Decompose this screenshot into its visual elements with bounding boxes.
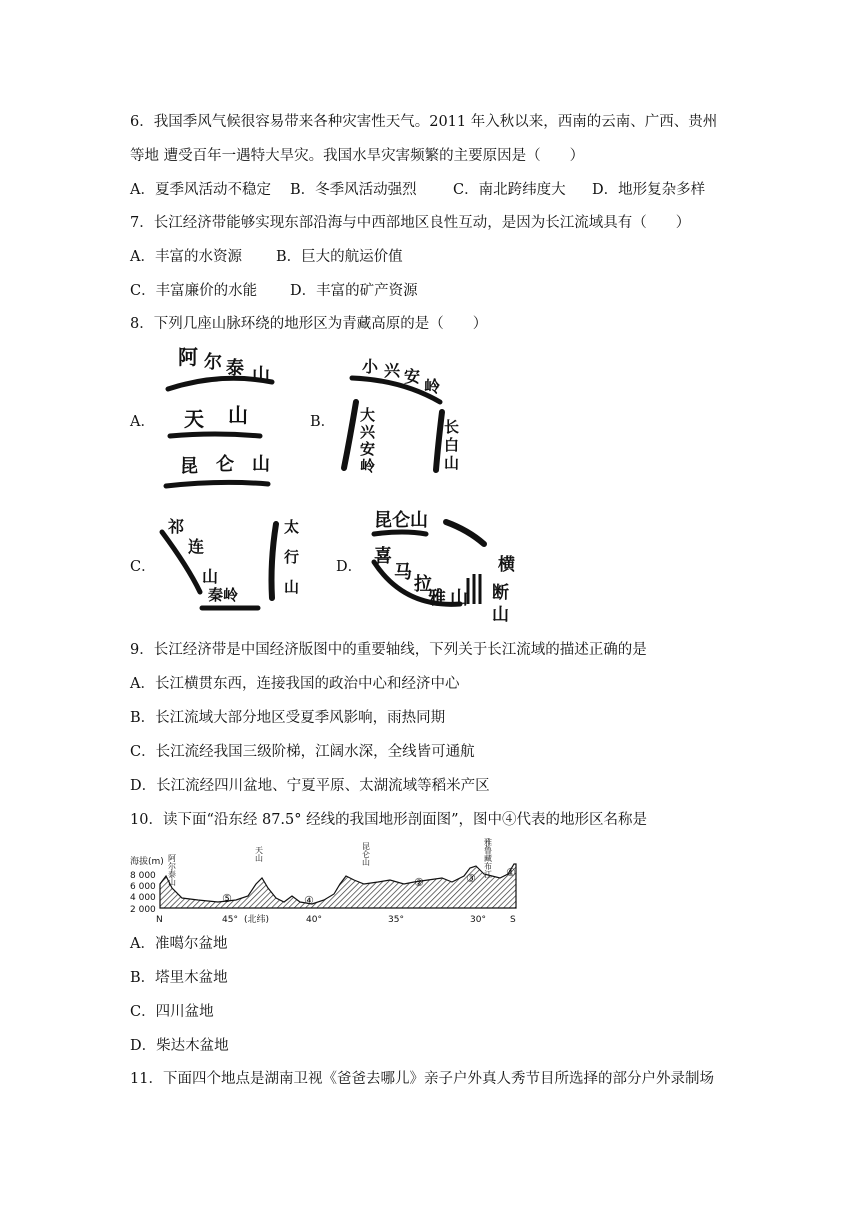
map-a-char: 天 — [184, 407, 204, 431]
map-a-char: 阿 — [178, 345, 198, 369]
profile-ylabel: 海拔(m) — [130, 857, 164, 867]
map-d-char: 拉 — [414, 574, 432, 595]
kunlun-mountain-line — [166, 482, 268, 486]
profile-xtick: 30° — [470, 915, 486, 925]
map-d-char: 马 — [394, 562, 412, 583]
map-b-char: 安 — [360, 440, 376, 458]
q7-option-a: A．丰富的水资源 — [130, 249, 242, 265]
q6-options — [130, 180, 705, 200]
profile-ytick: 2 000 — [130, 905, 156, 915]
q8-stem: 8．下列几座山脉环绕的地形区为青藏高原的是（ ） — [130, 316, 488, 332]
profile-xtick: N — [156, 915, 163, 925]
profile-marker: ④ — [304, 894, 314, 907]
map-c-char: 祁 — [168, 517, 185, 536]
q8-map-a — [160, 344, 280, 494]
map-b-char: 岭 — [360, 457, 376, 475]
q6-stem-line2: 等地 遭受百年一遇特大旱灾。我国水旱灾害频繁的主要原因是（ ） — [130, 148, 585, 164]
map-b-char: 大 — [360, 406, 376, 424]
q8-map-d — [364, 500, 534, 628]
q7-option-c: C．丰富廉价的水能 — [130, 283, 258, 299]
hengduan-lines — [468, 574, 480, 604]
profile-marker: ① — [506, 866, 516, 879]
map-a-char: 山 — [252, 454, 270, 475]
profile-xtick: (北纬) — [244, 915, 270, 925]
profile-marker: ③ — [466, 872, 476, 885]
q7-option-d: D．丰富的矿产资源 — [290, 283, 418, 299]
map-b-char: 兴 — [360, 423, 376, 441]
map-b-char: 岭 — [424, 377, 441, 396]
q8-map-c — [158, 512, 308, 616]
q9-option-b: B．长江流域大部分地区受夏季风影响，雨热同期 — [130, 710, 446, 726]
profile-peak-label: 雅鲁藏布江 — [483, 838, 493, 878]
q9-stem: 9．长江经济带是中国经济版图中的重要轴线，下列关于长江流域的描述正确的是 — [130, 642, 647, 658]
map-d-char: 山 — [492, 605, 509, 625]
q9-option-a: A．长江横贯东西，连接我国的政治中心和经济中心 — [130, 676, 460, 692]
q6-stem-line1: 6．我国季风气候很容易带来各种灾害性天气。2011 年入秋以来，西南的云南、广西、贵州 — [130, 114, 718, 130]
profile-xtick: 45° — [222, 915, 238, 925]
profile-marker: ⑤ — [222, 892, 232, 905]
profile-xtick: 35° — [388, 915, 404, 925]
map-a-char: 泰 — [226, 358, 244, 379]
q8-label-b: B． — [310, 414, 336, 430]
map-c-char: 行 — [284, 548, 300, 566]
tianshan-mountain-line — [170, 434, 260, 436]
map-a-char: 山 — [228, 403, 248, 427]
map-c-char: 山 — [284, 578, 300, 596]
kunlun-line-left — [374, 532, 426, 534]
q6-option-a: A．夏季风活动不稳定 — [130, 182, 271, 198]
map-a-char: 昆 — [180, 456, 198, 477]
q8-label-a: A． — [130, 414, 155, 430]
map-d-char: 喜 — [374, 546, 392, 567]
map-b-char: 白 — [444, 436, 460, 454]
q6-option-b: B．冬季风活动强烈 — [290, 182, 417, 198]
terrain-silhouette — [160, 864, 516, 908]
map-a-char: 山 — [252, 365, 270, 386]
q10-stem: 10．读下面“沿东经 87.5° 经线的我国地形剖面图”，图中④代表的地形区名称是 — [130, 812, 648, 828]
q10-option-d: D．柴达木盆地 — [130, 1038, 229, 1054]
q10-option-a: A．准噶尔盆地 — [130, 936, 228, 952]
kunlun-line-right — [446, 522, 484, 544]
q6-option-d: D．地形复杂多样 — [592, 182, 706, 198]
map-a-char: 仑 — [216, 454, 234, 475]
profile-xtick: 40° — [306, 915, 322, 925]
profile-ytick: 8 000 — [130, 871, 156, 881]
q7-stem: 7．长江经济带能够实现东部沿海与中西部地区良性互动，是因为长江流域具有（ ） — [130, 215, 691, 231]
map-b-char: 小 — [362, 357, 379, 376]
map-d-char: 雅 — [428, 588, 446, 609]
map-c-char: 太 — [284, 518, 300, 536]
profile-peak-label: 阿尔泰山 — [167, 854, 177, 886]
map-a-char: 尔 — [204, 352, 222, 373]
q6-option-c: C．南北跨纬度大 — [453, 182, 566, 198]
q10-terrain-profile — [128, 836, 520, 926]
q10-option-b: B．塔里木盆地 — [130, 970, 228, 986]
q7-options-row2 — [130, 281, 418, 301]
changbaishan-line — [436, 412, 442, 470]
map-d-char: 断 — [492, 583, 509, 603]
daxinganling-line — [344, 402, 356, 468]
q10-option-c: C．四川盆地 — [130, 1004, 214, 1020]
profile-marker: ② — [414, 876, 424, 889]
q9-option-c: C．长江流经我国三级阶梯，江阔水深，全线皆可通航 — [130, 744, 475, 760]
map-b-char: 山 — [444, 454, 460, 472]
q11-stem: 11．下面四个地点是湖南卫视《爸爸去哪儿》亲子户外真人秀节目所选择的部分户外录制场 — [130, 1071, 714, 1087]
profile-peak-label: 昆仑山 — [361, 842, 371, 866]
map-b-char: 安 — [404, 367, 421, 386]
q8-label-d: D． — [336, 559, 363, 575]
q8-label-c: C． — [130, 559, 156, 575]
q9-option-d: D．长江流经四川盆地、宁夏平原、太湖流域等稻米产区 — [130, 778, 490, 794]
map-d-char: 山 — [450, 588, 468, 609]
map-d-char: 横 — [498, 555, 515, 575]
q7-options-row1 — [130, 247, 403, 267]
map-d-char: 昆仑山 — [374, 510, 428, 531]
profile-ytick: 4 000 — [130, 893, 156, 903]
profile-xtick: S — [510, 915, 516, 925]
profile-ytick: 6 000 — [130, 882, 156, 892]
profile-peak-label: 天山 — [254, 846, 264, 862]
map-c-char: 连 — [188, 537, 205, 556]
map-c-char: 山 — [202, 567, 219, 586]
map-b-char: 兴 — [384, 361, 401, 380]
taihang-mountain-line — [272, 524, 277, 598]
q8-map-b — [332, 350, 472, 480]
map-b-char: 长 — [444, 418, 460, 436]
map-c-char: 秦岭 — [208, 586, 239, 604]
q7-option-b: B．巨大的航运价值 — [276, 249, 403, 265]
